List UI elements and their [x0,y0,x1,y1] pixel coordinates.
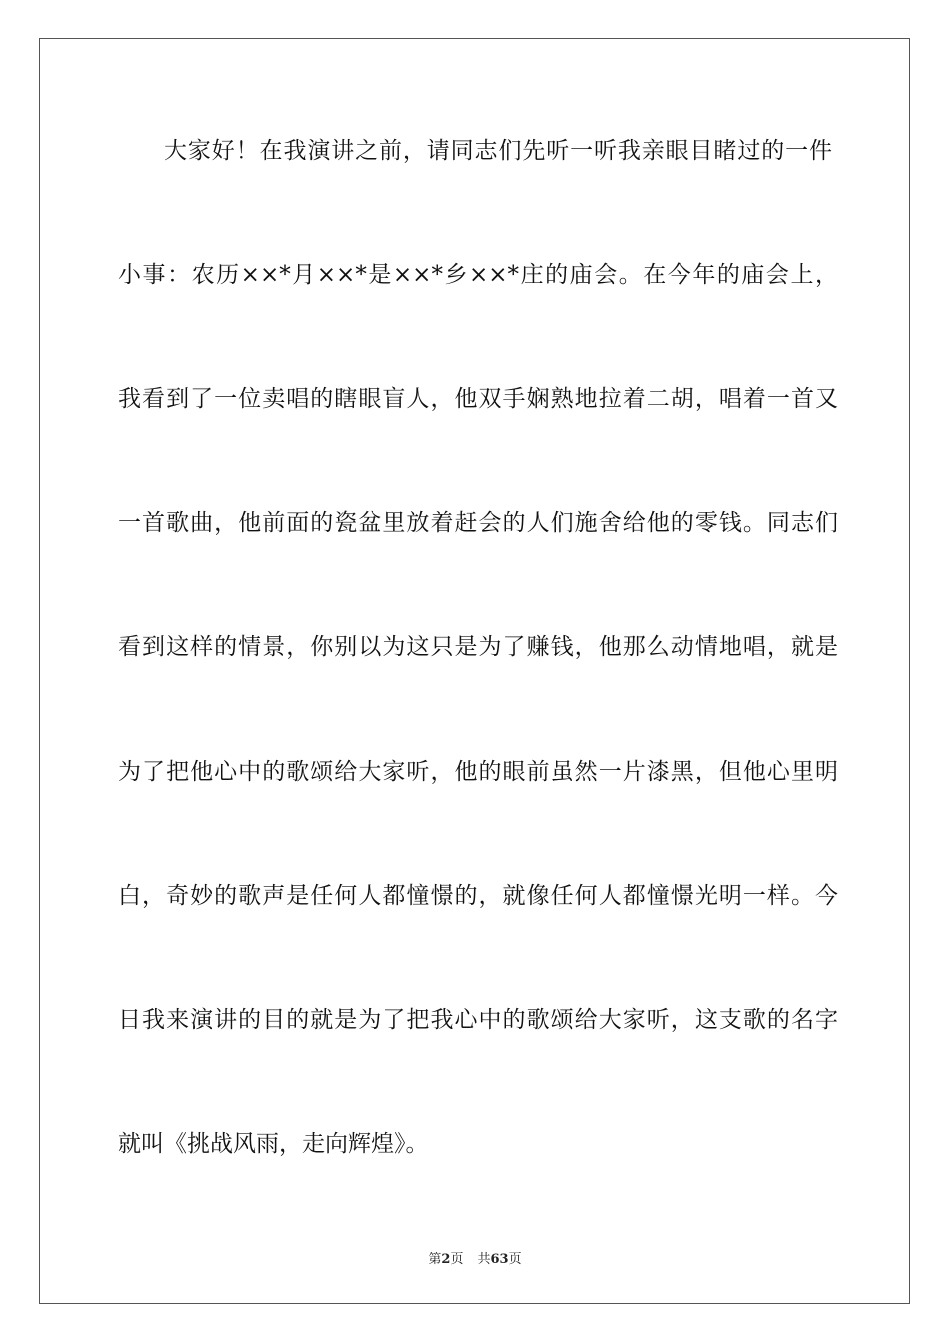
paragraph-line-1: 大家好！在我演讲之前，请同志们先听一听我亲眼目睹过的一件 [164,138,832,164]
page-prefix: 第 [428,1252,442,1267]
paragraph-line-8: 日我来演讲的目的就是为了把我心中的歌颂给大家听，这支歌的名字 [118,1007,838,1033]
page-border [39,38,910,1304]
page-footer [0,1248,950,1267]
paragraph-line-6: 为了把他心中的歌颂给大家听，他的眼前虽然一片漆黑，但他心里明 [118,759,838,785]
paragraph-line-9: 就叫《挑战风雨，走向辉煌》。 [118,1131,429,1157]
total-prefix: 共 [477,1252,491,1267]
page-number: 2 [441,1252,451,1267]
paragraph-line-5: 看到这样的情景，你别以为这只是为了赚钱，他那么动情地唱，就是 [118,634,838,660]
page-suffix: 页 [450,1252,464,1267]
paragraph-line-7: 白，奇妙的歌声是任何人都憧憬的，就像任何人都憧憬光明一样。今 [118,883,838,909]
total-pages: 63 [490,1252,509,1267]
paragraph-line-3: 我看到了一位卖唱的瞎眼盲人，他双手娴熟地拉着二胡，唱着一首又 [118,386,838,412]
paragraph-line-4: 一首歌曲，他前面的瓷盆里放着赶会的人们施舍给他的零钱。同志们 [118,510,838,536]
total-suffix: 页 [508,1252,522,1267]
paragraph-line-2: 小事：农历××*月××*是××*乡××*庄的庙会。在今年的庙会上， [118,262,838,288]
